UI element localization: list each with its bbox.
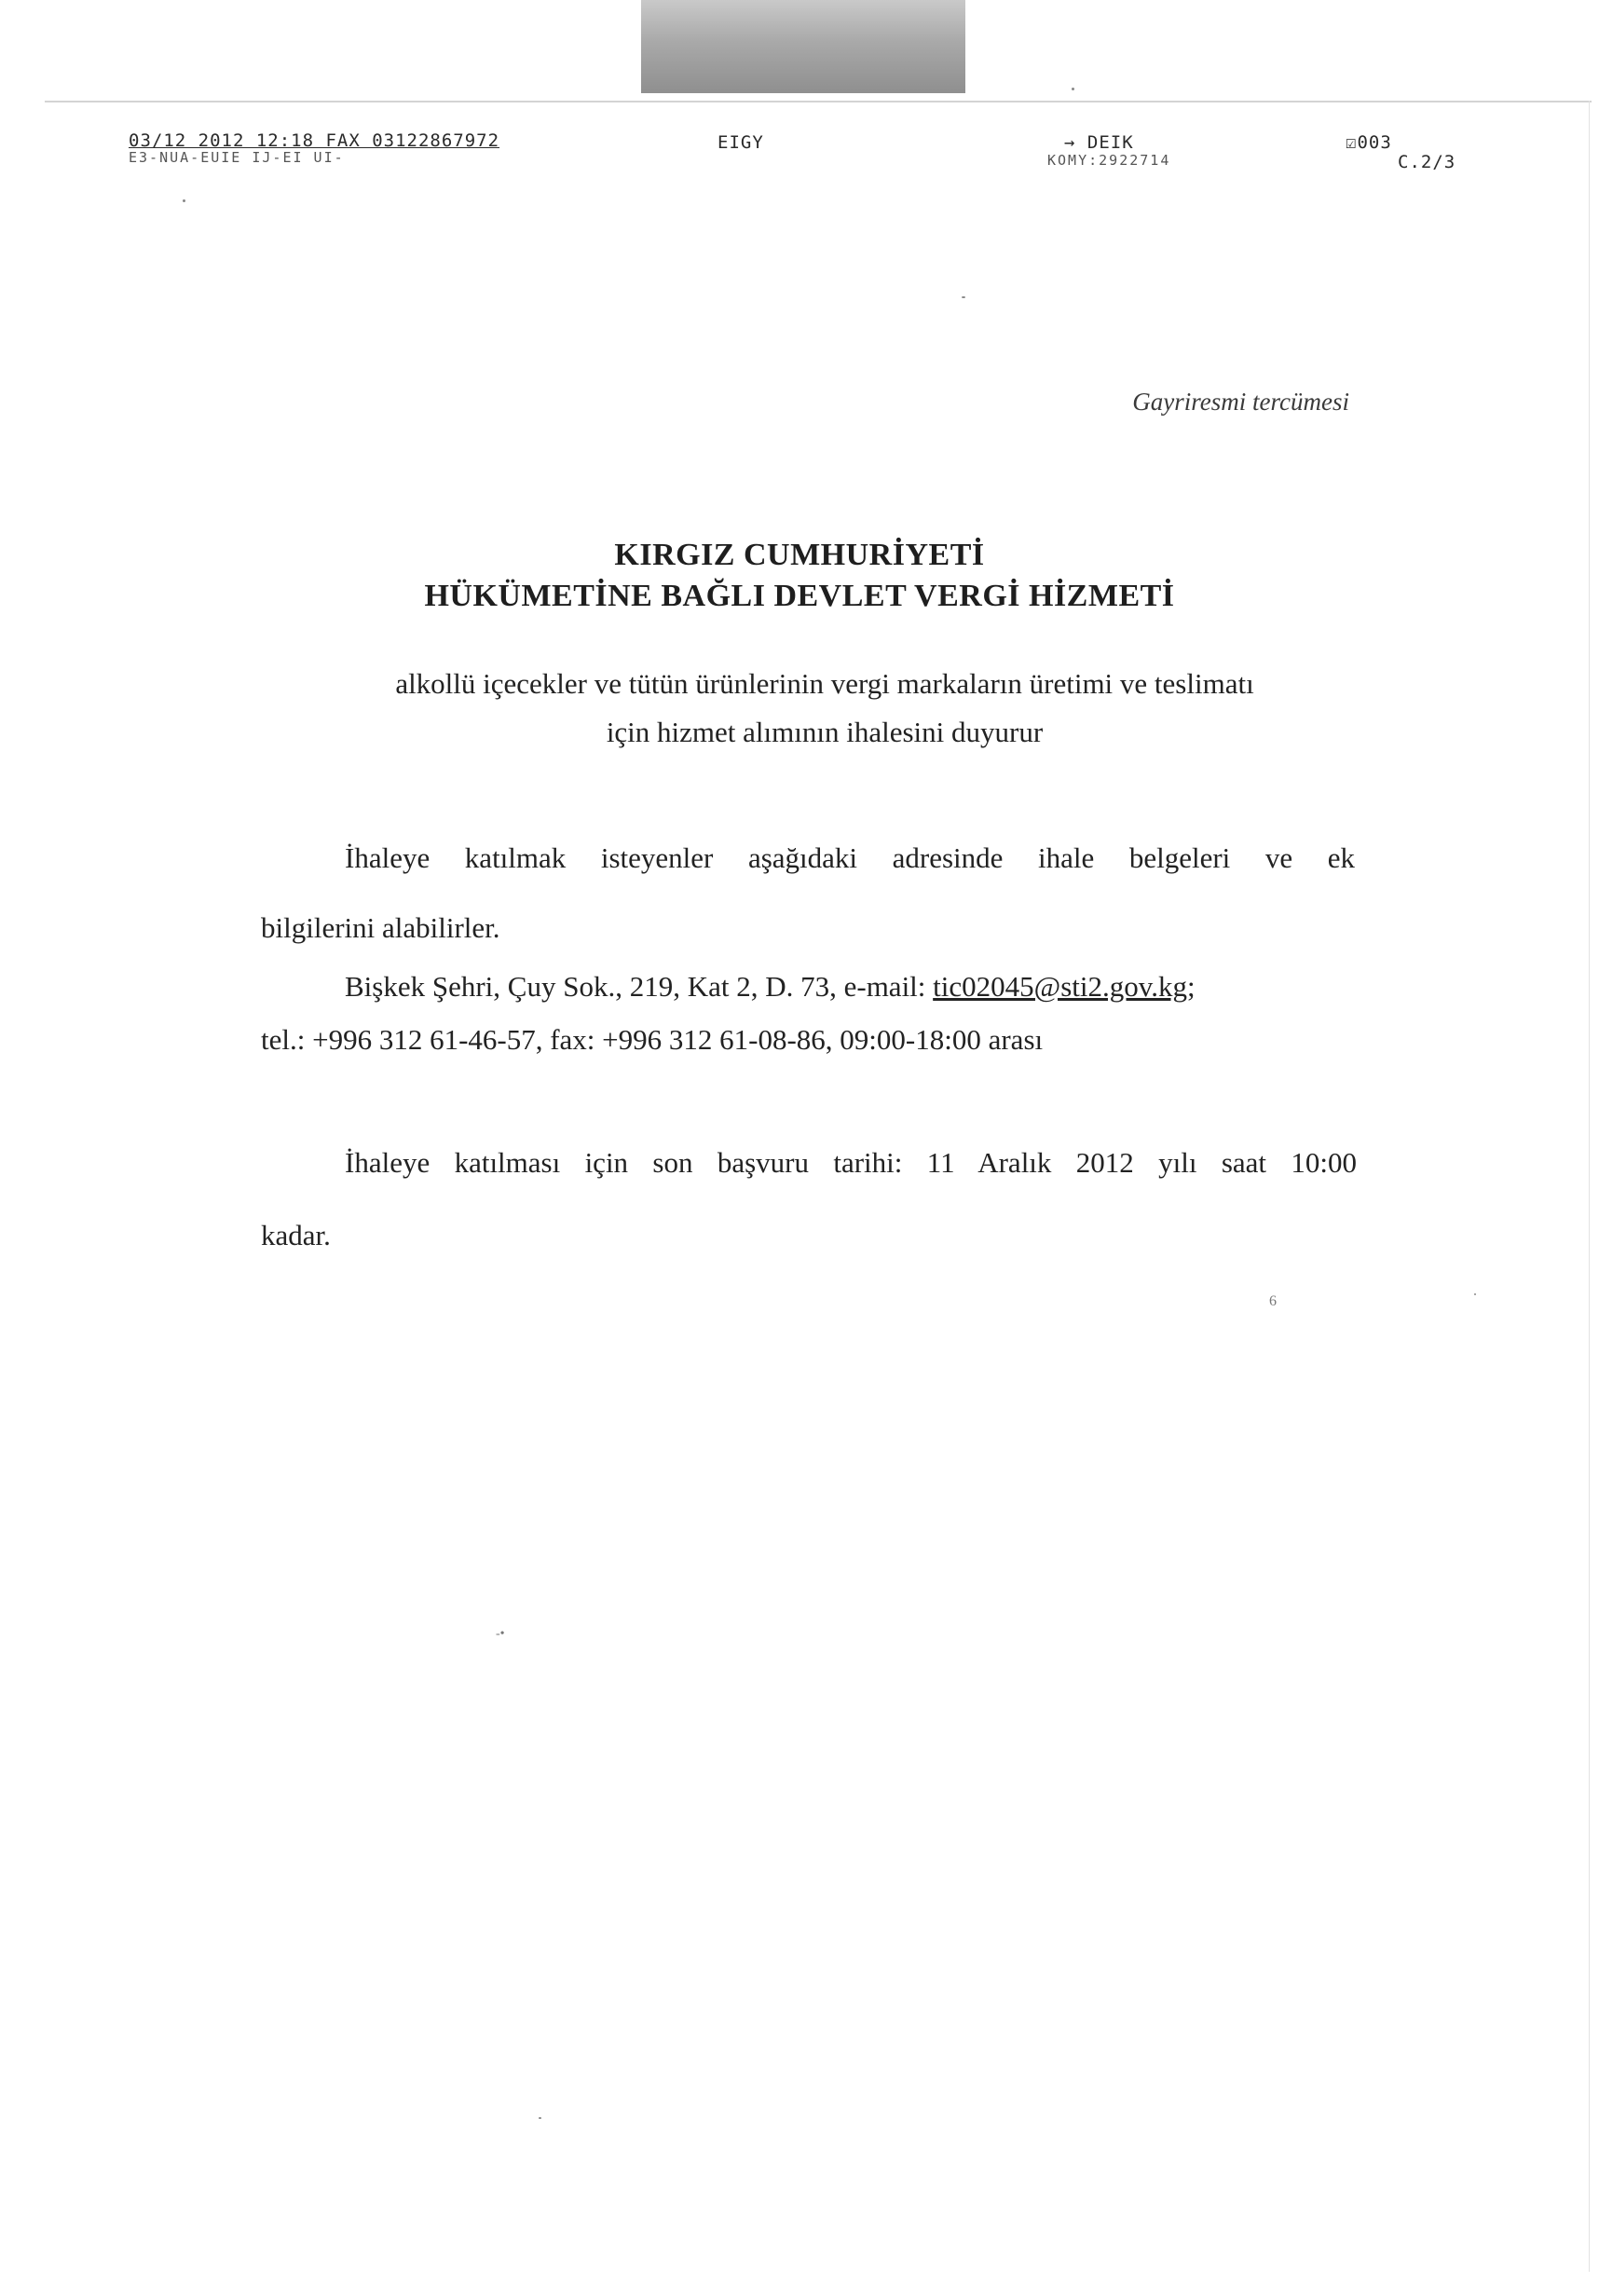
paragraph-1-line-2: bilgilerini alabilirler.: [261, 911, 500, 944]
paragraph-3-line-1: İhaleye katılması için son başvuru tarihi: 11 Aralık 2012 yılı saat 10:00: [345, 1146, 1357, 1179]
email-link[interactable]: tic02045@sti2.gov.kg: [933, 970, 1187, 1003]
fax-sender: EIGY: [718, 132, 764, 153]
stray-mark-lower: -•: [496, 1627, 505, 1641]
fax-destination: → DEIK: [1064, 132, 1134, 153]
fax-checkbox-icon: ☑: [1346, 132, 1358, 153]
scan-strip: [641, 0, 965, 93]
paragraph-3-line-2: kadar.: [261, 1219, 331, 1251]
paragraph-2-line-2: tel.: +996 312 61-46-57, fax: +996 312 61-08-86, 09:00-18:00 arası: [261, 1023, 1044, 1056]
fax-datetime-faint: E3-NUA-EUIE IJ-EI UI-: [129, 149, 345, 166]
subtitle: [280, 660, 1370, 757]
fax-page-of: C.2/3: [1398, 152, 1456, 172]
subtitle-line-2: için hizmet alımının ihalesini duyurur: [606, 716, 1044, 748]
scan-speck: [1072, 88, 1074, 90]
subtitle-line-1: alkollü içecekler ve tütün ürünlerinin vergi markaların üretimi ve teslimatı: [395, 667, 1254, 700]
scan-speck: [539, 2117, 541, 2119]
fax-datetime: 03/12 2012 12:18 FAX 03122867972: [129, 130, 500, 151]
scan-speck: [183, 199, 185, 202]
unofficial-translation-label: Gayriresmi tercümesi: [1132, 388, 1349, 416]
paragraph-2-line-1: [345, 970, 1439, 1004]
scan-speck: [1474, 1293, 1476, 1295]
fax-komy: KOMY:2922714: [1047, 152, 1171, 169]
stray-mark-right: 6: [1269, 1293, 1277, 1309]
page-right-edge: [1589, 101, 1590, 2272]
fax-page-number: ☑003: [1346, 132, 1392, 153]
scan-speck: [962, 296, 965, 298]
page-top-edge: [45, 101, 1592, 102]
title-line-2: HÜKÜMETİNE BAĞLI DEVLET VERGİ HİZMETİ: [424, 579, 1175, 613]
address-suffix: ;: [1186, 970, 1196, 1003]
title-line-1: KIRGIZ CUMHURİYETİ: [614, 538, 985, 572]
address-text: Bişkek Şehri, Çuy Sok., 219, Kat 2, D. 73, e-mail:: [345, 970, 934, 1003]
paragraph-1-line-1: İhaleye katılmak isteyenler aşağıdaki adresinde ihale belgeleri ve ek: [345, 841, 1355, 874]
